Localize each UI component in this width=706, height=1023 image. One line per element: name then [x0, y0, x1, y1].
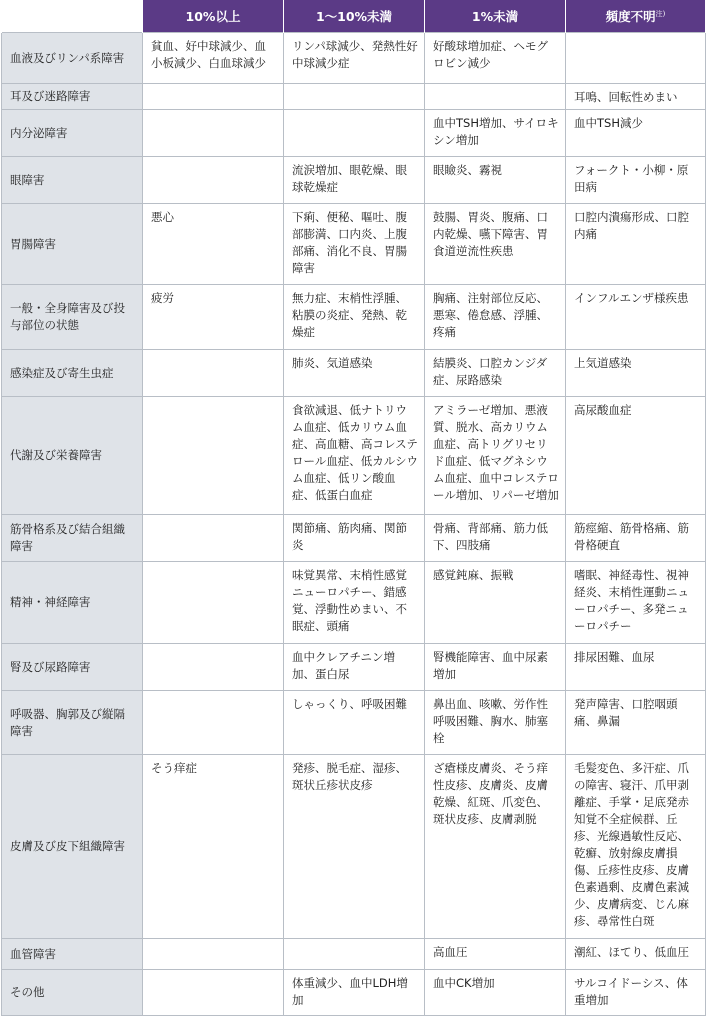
table-row: [2, 970, 706, 1016]
header-1-to-10pct: 1～10%未満: [284, 0, 425, 33]
cell-under-1pct: 眼瞼炎、霧視: [425, 157, 566, 204]
table-row: [2, 84, 706, 110]
cell-10pct-or-more: [143, 562, 284, 644]
cell-under-1pct: 好酸球増加症、ヘモグロビン減少: [425, 33, 566, 84]
category-cell: 筋骨格系及び結合組織障害: [2, 515, 143, 562]
cell-10pct-or-more: [143, 691, 284, 755]
category-cell: その他: [2, 970, 143, 1016]
header-note-marker: 注): [655, 9, 666, 18]
category-cell: 内分泌障害: [2, 110, 143, 157]
cell-10pct-or-more: 疲労: [143, 285, 284, 350]
cell-10pct-or-more: [143, 84, 284, 110]
table-header: [2, 0, 706, 33]
category-cell: 代謝及び栄養障害: [2, 397, 143, 515]
category-cell: 一般・全身障害及び投与部位の状態: [2, 285, 143, 350]
category-cell: 精神・神経障害: [2, 562, 143, 644]
cell-10pct-or-more: そう痒症: [143, 755, 284, 939]
table-row: [2, 204, 706, 285]
cell-under-1pct: 結膜炎、口腔カンジダ症、尿路感染: [425, 350, 566, 397]
table-row: [2, 33, 706, 84]
cell-1-to-10pct: [284, 110, 425, 157]
cell-1-to-10pct: 体重減少、血中LDH増加: [284, 970, 425, 1016]
table-row: [2, 755, 706, 939]
cell-1-to-10pct: しゃっくり、呼吸困難: [284, 691, 425, 755]
cell-frequency-unknown: 上気道感染: [566, 350, 706, 397]
cell-under-1pct: [425, 84, 566, 110]
cell-1-to-10pct: 流涙増加、眼乾燥、眼球乾燥症: [284, 157, 425, 204]
table-row: [2, 110, 706, 157]
category-cell: 胃腸障害: [2, 204, 143, 285]
cell-10pct-or-more: [143, 970, 284, 1016]
category-cell: 血液及びリンパ系障害: [2, 33, 143, 84]
cell-under-1pct: ざ瘡様皮膚炎、そう痒性皮疹、皮膚炎、皮膚乾燥、紅斑、爪変色、斑状皮疹、皮膚剥脱: [425, 755, 566, 939]
cell-10pct-or-more: [143, 515, 284, 562]
cell-frequency-unknown: 高尿酸血症: [566, 397, 706, 515]
header-10pct-or-more: 10%以上: [143, 0, 284, 33]
cell-1-to-10pct: [284, 939, 425, 970]
category-cell: 感染症及び寄生虫症: [2, 350, 143, 397]
cell-10pct-or-more: [143, 350, 284, 397]
category-cell: 耳及び迷路障害: [2, 84, 143, 110]
cell-frequency-unknown: 発声障害、口腔咽頭痛、鼻漏: [566, 691, 706, 755]
cell-frequency-unknown: 耳鳴、回転性めまい: [566, 84, 706, 110]
cell-under-1pct: アミラーゼ増加、悪液質、脱水、高カリウム血症、高トリグリセリド血症、低マグネシウム血症、血中コレステロール増加、リパーゼ増加: [425, 397, 566, 515]
cell-under-1pct: 血中TSH増加、サイロキシン増加: [425, 110, 566, 157]
cell-frequency-unknown: インフルエンザ様疾患: [566, 285, 706, 350]
cell-1-to-10pct: 食欲減退、低ナトリウム血症、低カリウム血症、高血糖、高コレステロール血症、低カルシウム血症、低リン酸血症、低蛋白血症: [284, 397, 425, 515]
cell-1-to-10pct: 肺炎、気道感染: [284, 350, 425, 397]
table-row: [2, 157, 706, 204]
cell-1-to-10pct: 無力症、末梢性浮腫、粘膜の炎症、発熱、乾燥症: [284, 285, 425, 350]
cell-1-to-10pct: 関節痛、筋肉痛、関節炎: [284, 515, 425, 562]
cell-under-1pct: 胸痛、注射部位反応、悪寒、倦怠感、浮腫、疼痛: [425, 285, 566, 350]
category-cell: 呼吸器、胸郭及び縦隔障害: [2, 691, 143, 755]
cell-frequency-unknown: 口腔内潰瘍形成、口腔内痛: [566, 204, 706, 285]
header-blank-cell: [2, 0, 143, 33]
cell-frequency-unknown: 筋痙縮、筋骨格痛、筋骨格硬直: [566, 515, 706, 562]
category-cell: 眼障害: [2, 157, 143, 204]
cell-1-to-10pct: 発疹、脱毛症、湿疹、斑状丘疹状皮疹: [284, 755, 425, 939]
cell-under-1pct: 感覚鈍麻、振戦: [425, 562, 566, 644]
cell-frequency-unknown: 毛髪変色、多汗症、爪の障害、寝汗、爪甲剥離症、手掌・足底発赤知覚不全症候群、丘疹、光線過敏性反応、乾癬、放射線皮膚損傷、丘疹性皮疹、皮膚色素過剰、皮膚色素減少、皮膚病変、じん麻疹、尋常性白斑: [566, 755, 706, 939]
cell-frequency-unknown: サルコイドーシス、体重増加: [566, 970, 706, 1016]
cell-10pct-or-more: 貧血、好中球減少、血小板減少、白血球減少: [143, 33, 284, 84]
cell-1-to-10pct: [284, 84, 425, 110]
cell-under-1pct: 腎機能障害、血中尿素増加: [425, 644, 566, 691]
cell-frequency-unknown: [566, 33, 706, 84]
cell-1-to-10pct: 味覚異常、末梢性感覚ニューロパチー、錯感覚、浮動性めまい、不眠症、頭痛: [284, 562, 425, 644]
cell-1-to-10pct: 血中クレアチニン増加、蛋白尿: [284, 644, 425, 691]
cell-under-1pct: 鼓腸、胃炎、腹痛、口内乾燥、嚥下障害、胃食道逆流性疾患: [425, 204, 566, 285]
cell-10pct-or-more: [143, 110, 284, 157]
cell-1-to-10pct: リンパ球減少、発熱性好中球減少症: [284, 33, 425, 84]
cell-1-to-10pct: 下痢、便秘、嘔吐、腹部膨満、口内炎、上腹部痛、消化不良、胃腸障害: [284, 204, 425, 285]
table-row: [2, 285, 706, 350]
table-row: [2, 350, 706, 397]
table-row: [2, 691, 706, 755]
header-frequency-unknown: [566, 0, 706, 33]
cell-under-1pct: 鼻出血、咳嗽、労作性呼吸困難、胸水、肺塞栓: [425, 691, 566, 755]
header-under-1pct: 1%未満: [425, 0, 566, 33]
cell-10pct-or-more: [143, 397, 284, 515]
category-cell: 腎及び尿路障害: [2, 644, 143, 691]
category-cell: 皮膚及び皮下組織障害: [2, 755, 143, 939]
header-frequency-unknown-label: 頻度不明: [605, 8, 656, 24]
cell-under-1pct: 骨痛、背部痛、筋力低下、四肢痛: [425, 515, 566, 562]
cell-frequency-unknown: フォークト・小柳・原田病: [566, 157, 706, 204]
cell-frequency-unknown: 血中TSH減少: [566, 110, 706, 157]
cell-10pct-or-more: [143, 939, 284, 970]
table-row: [2, 562, 706, 644]
cell-10pct-or-more: [143, 157, 284, 204]
cell-10pct-or-more: 悪心: [143, 204, 284, 285]
cell-under-1pct: 高血圧: [425, 939, 566, 970]
table-row: [2, 515, 706, 562]
cell-frequency-unknown: 排尿困難、血尿: [566, 644, 706, 691]
cell-10pct-or-more: [143, 644, 284, 691]
category-cell: 血管障害: [2, 939, 143, 970]
table-row: [2, 644, 706, 691]
table-row: [2, 397, 706, 515]
cell-frequency-unknown: 嗜眠、神経毒性、視神経炎、末梢性運動ニューロパチー、多発ニューロパチー: [566, 562, 706, 644]
cell-under-1pct: 血中CK増加: [425, 970, 566, 1016]
adverse-reactions-table: [1, 0, 706, 1016]
cell-frequency-unknown: 潮紅、ほてり、低血圧: [566, 939, 706, 970]
table-row: [2, 939, 706, 970]
